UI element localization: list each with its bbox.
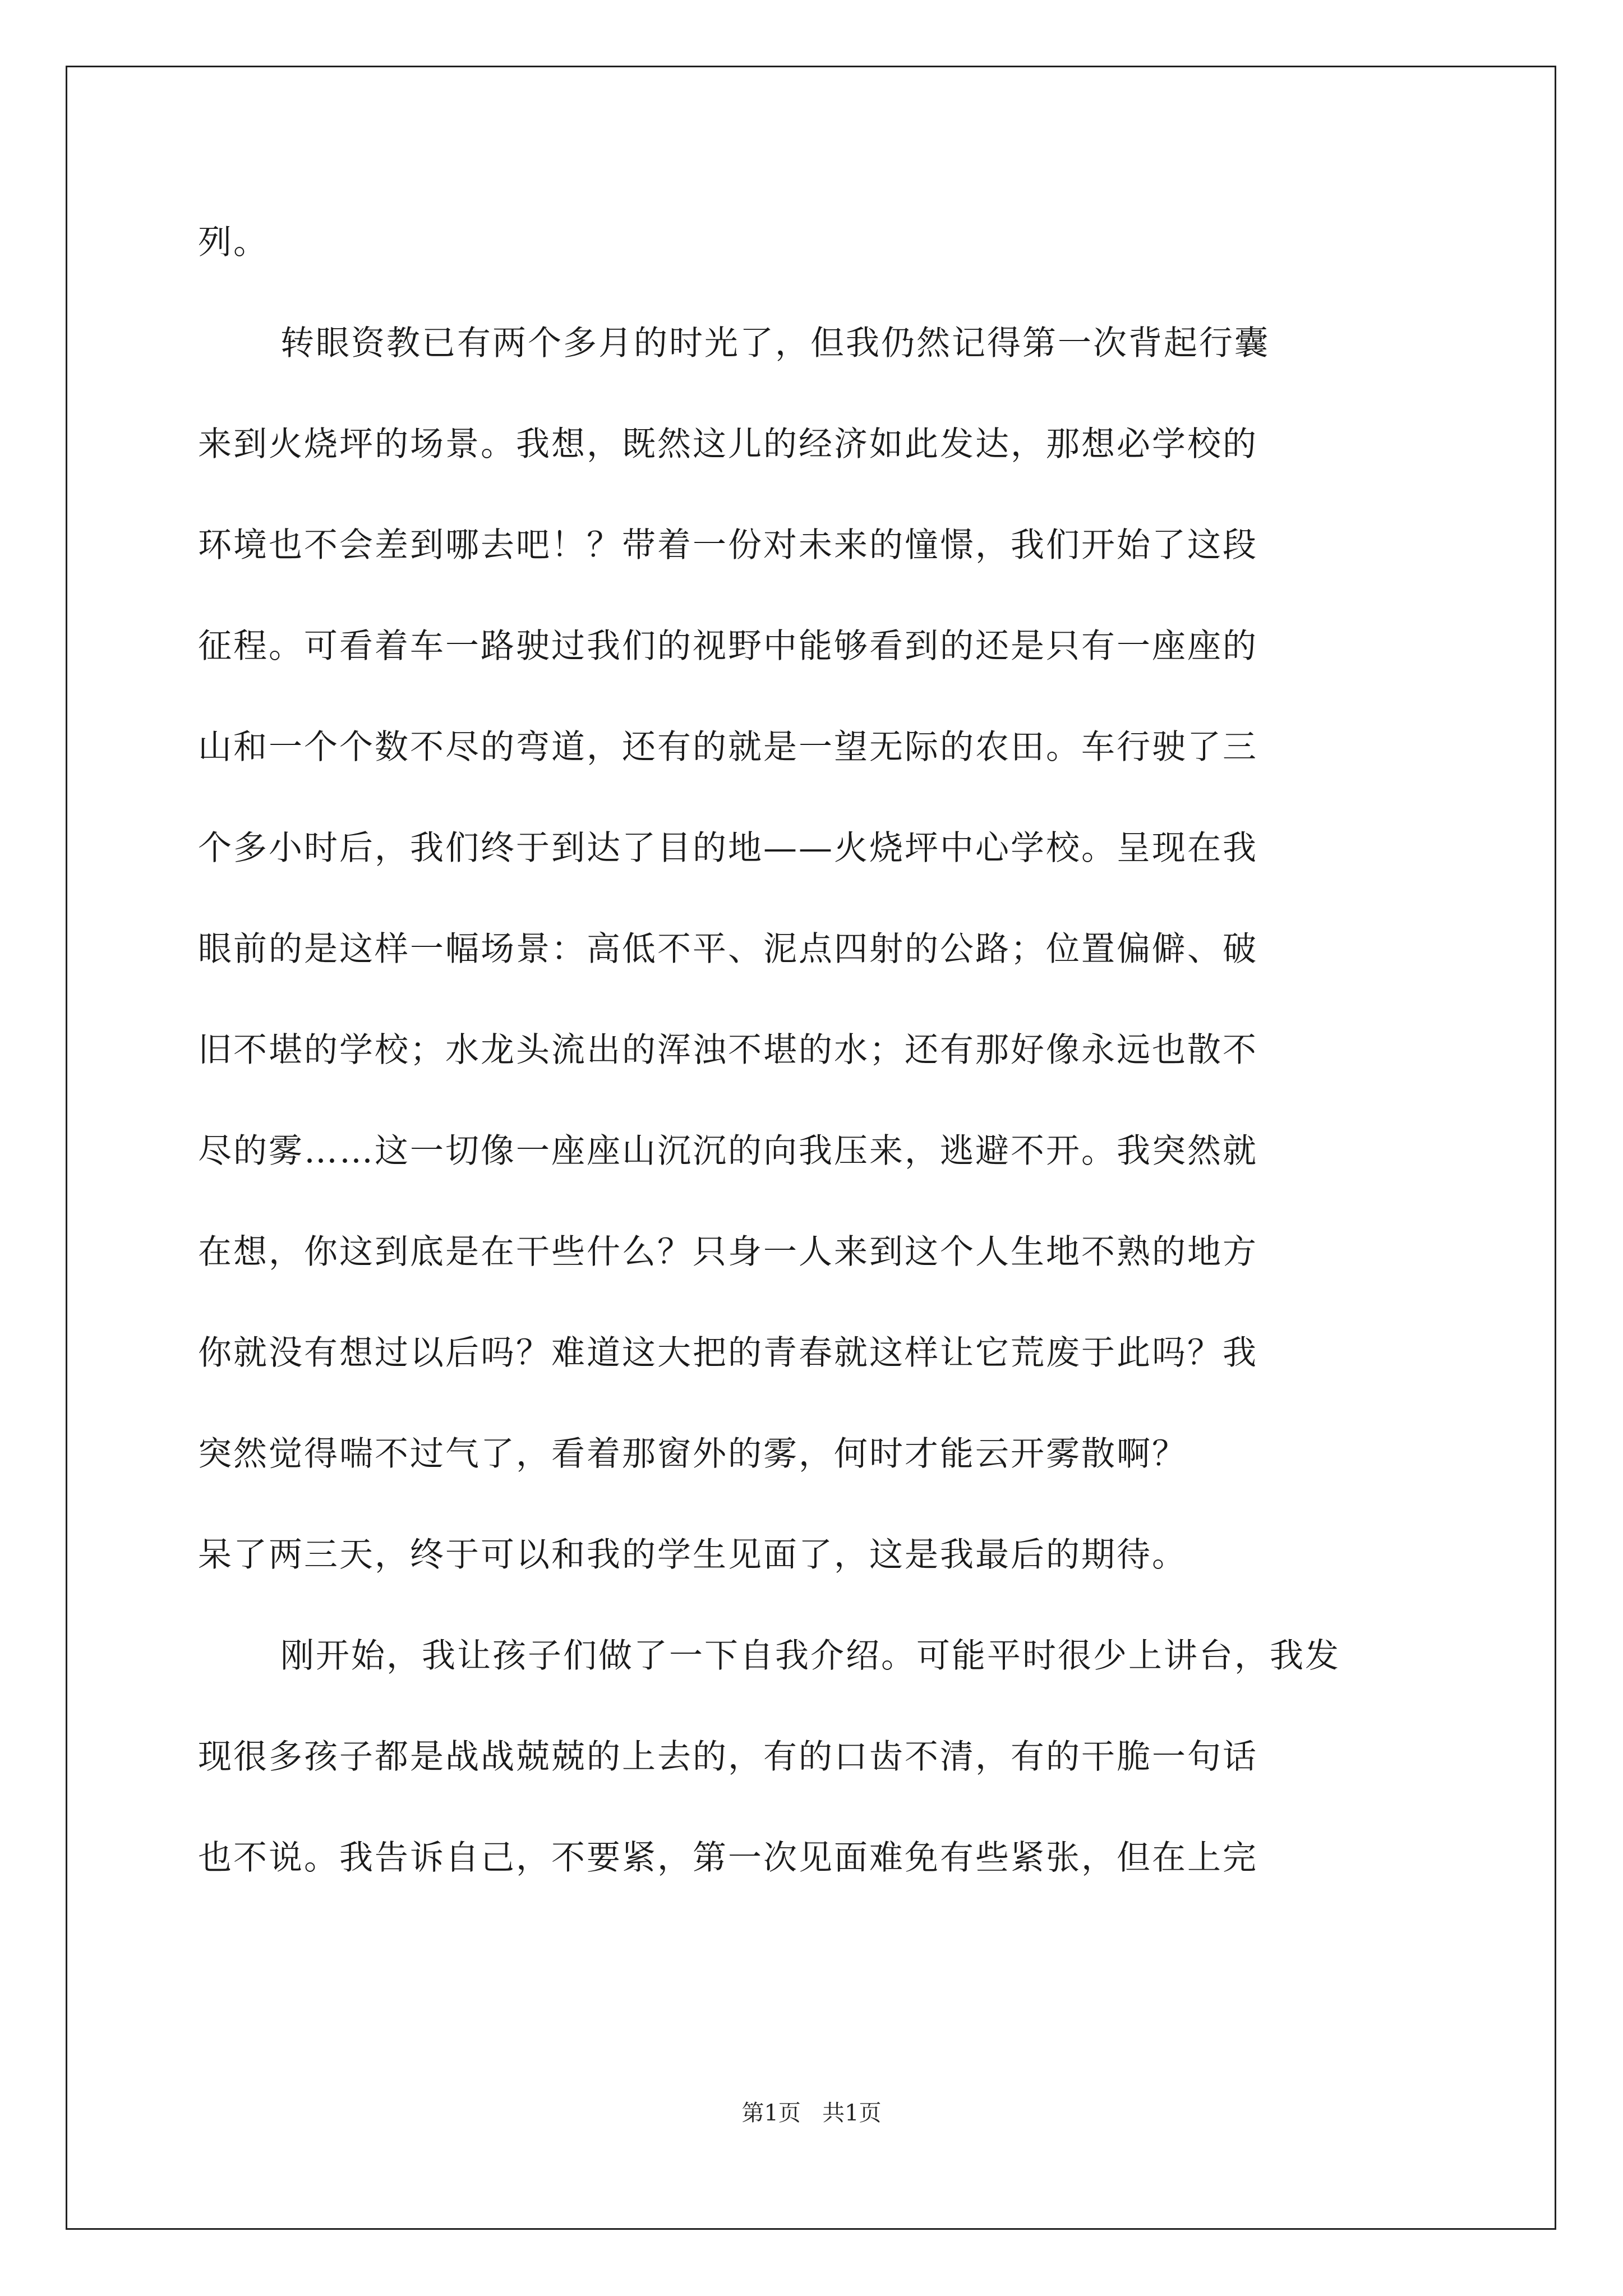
text-line: 山和一个个数不尽的弯道，还有的就是一望无际的农田。车行驶了三: [198, 728, 1258, 767]
text-line: 个多小时后，我们终于到达了目的地——火烧坪中心学校。呈现在我: [198, 829, 1258, 868]
paragraph-start-line: 呆了两三天，终于可以和我的学生见面了，这是我最后的期待。: [198, 1535, 1187, 1575]
text-line: 现很多孩子都是战战兢兢的上去的，有的口齿不清，有的干脆一句话: [198, 1737, 1258, 1777]
text-line: 眼前的是这样一幅场景：高低不平、泥点四射的公路；位置偏僻、破: [198, 930, 1258, 969]
text-line: 列。: [198, 223, 269, 262]
page-total: 共1页: [822, 2100, 882, 2126]
text-line: 在想，你这到底是在干些什么？只身一人来到这个人生地不熟的地方: [198, 1232, 1258, 1272]
paragraph-start-line: 转眼资教已有两个多月的时光了，但我仍然记得第一次背起行囊: [280, 324, 1270, 363]
page-number: 第1页: [741, 2100, 801, 2126]
text-line: 也不说。我告诉自己，不要紧，第一次见面难免有些紧张，但在上完: [198, 1838, 1258, 1878]
text-line: 突然觉得喘不过气了，看着那窗外的雾，何时才能云开雾散啊？: [198, 1434, 1187, 1474]
text-line: 尽的雾……这一切像一座座山沉沉的向我压来，逃避不开。我突然就: [198, 1131, 1258, 1171]
text-line: 来到火烧坪的场景。我想，既然这儿的经济如此发达，那想必学校的: [198, 425, 1258, 464]
text-line: 环境也不会差到哪去吧！？带着一份对未来的憧憬，我们开始了这段: [198, 526, 1258, 565]
page-footer: [0, 2099, 1623, 2127]
text-line: 旧不堪的学校；水龙头流出的浑浊不堪的水；还有那好像永远也散不: [198, 1030, 1258, 1070]
text-line: 刚开始，我让孩子们做了一下自我介绍。可能平时很少上讲台，我发: [280, 1636, 1340, 1676]
text-line: 你就没有想过以后吗？难道这大把的青春就这样让它荒废于此吗？我: [198, 1333, 1258, 1373]
text-line: 征程。可看着车一路驶过我们的视野中能够看到的还是只有一座座的: [198, 627, 1258, 666]
